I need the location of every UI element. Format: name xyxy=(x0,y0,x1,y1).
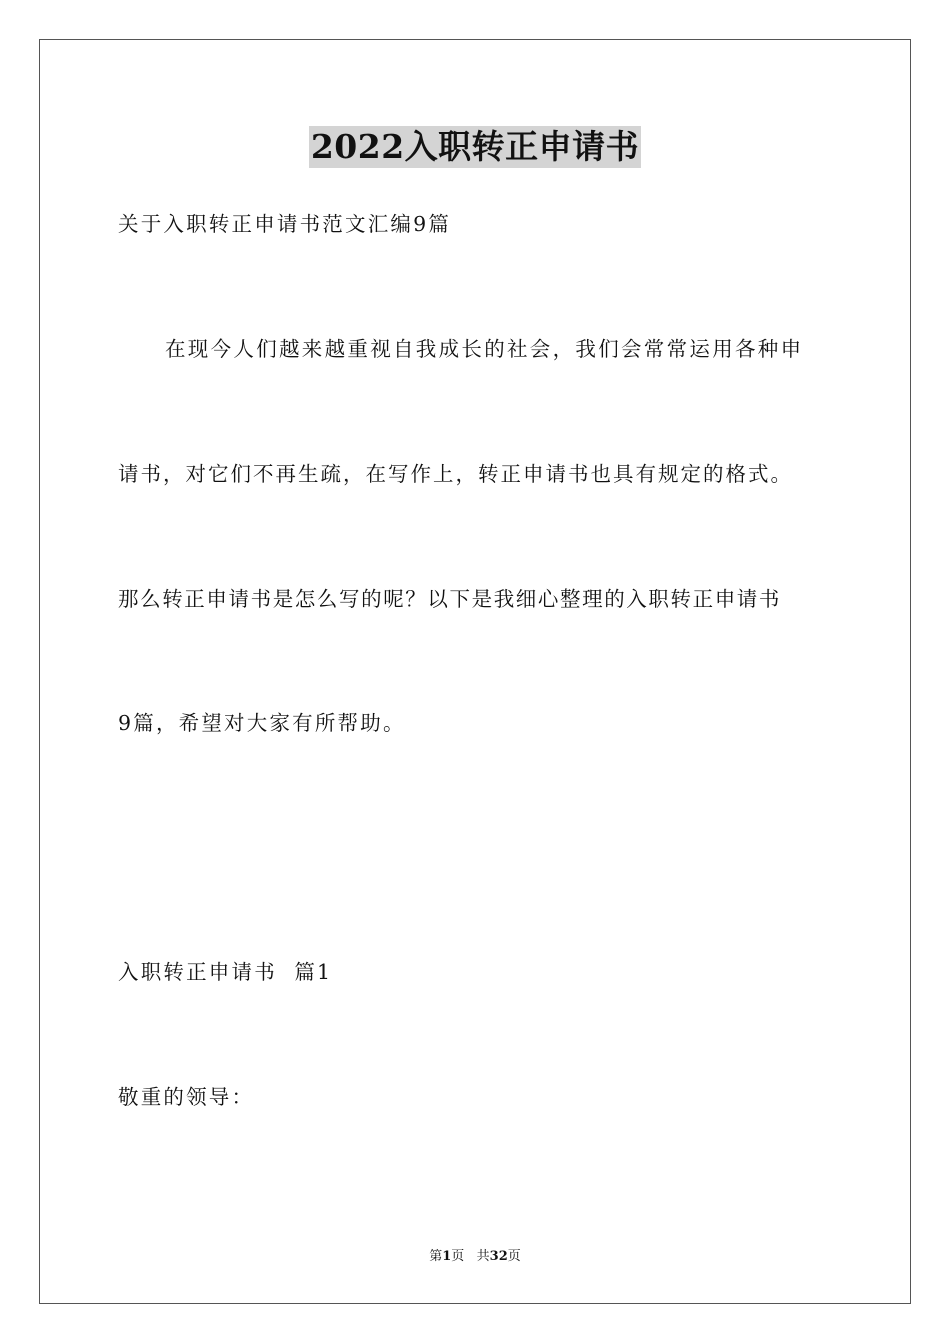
paragraph-line-1: 在现今人们越来越重视自我成长的社会，我们会常常运用各种申 xyxy=(165,337,804,361)
document-title: 2022入职转正申请书 xyxy=(310,127,640,166)
footer-suffix: 页 xyxy=(507,1249,521,1264)
footer-mid: 页 共 xyxy=(451,1249,490,1264)
footer-current-page: 1 xyxy=(442,1249,452,1264)
paragraph-line-3: 那么转正申请书是怎么写的呢？以下是我细心整理的入职转正申请书 xyxy=(118,587,781,611)
footer-total-pages: 32 xyxy=(489,1249,508,1264)
section-heading: 入职转正申请书 篇1 xyxy=(118,960,333,984)
paragraph-line-2: 请书，对它们不再生疏，在写作上，转正申请书也具有规定的格式。 xyxy=(118,462,793,486)
footer-prefix: 第 xyxy=(429,1249,443,1264)
salutation: 敬重的领导： xyxy=(118,1085,255,1109)
document-subtitle: 关于入职转正申请书范文汇编9篇 xyxy=(118,212,452,236)
page-footer xyxy=(0,1248,950,1266)
paragraph-line-4: 9篇，希望对大家有所帮助。 xyxy=(118,711,406,735)
title-container xyxy=(0,126,950,168)
